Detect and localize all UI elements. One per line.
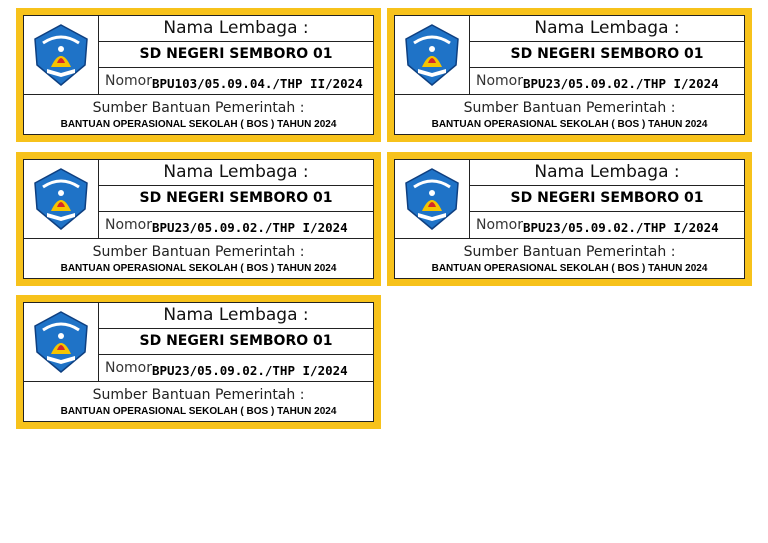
- number-label: Nomor: [476, 217, 523, 233]
- tut-wuri-handayani-logo-icon: [400, 23, 464, 87]
- logo-cell: [24, 160, 99, 238]
- number-value: BPU23/05.09.02./THP I/2024: [152, 362, 348, 378]
- label-info: [99, 160, 373, 238]
- institution-title: Nama Lembaga :: [99, 160, 373, 186]
- label-info: [470, 160, 744, 238]
- number-value: BPU23/05.09.02./THP I/2024: [523, 75, 719, 91]
- label-header: [395, 160, 744, 239]
- institution-title: Nama Lembaga :: [470, 160, 744, 186]
- source-value: BANTUAN OPERASIONAL SEKOLAH ( BOS ) TAHUN 2024: [431, 118, 708, 130]
- number-value: BPU103/05.09.04./THP II/2024: [152, 75, 363, 91]
- source-label: Sumber Bantuan Pemerintah :: [92, 386, 305, 403]
- source-label: Sumber Bantuan Pemerintah :: [92, 99, 305, 116]
- school-name: SD NEGERI SEMBORO 01: [99, 186, 373, 212]
- label-footer: [24, 95, 373, 134]
- asset-label-2: [387, 8, 752, 142]
- institution-title: Nama Lembaga :: [99, 303, 373, 329]
- number-row: [99, 68, 373, 94]
- school-name: SD NEGERI SEMBORO 01: [470, 186, 744, 212]
- institution-title: Nama Lembaga :: [99, 16, 373, 42]
- number-label: Nomor: [105, 217, 152, 233]
- source-label: Sumber Bantuan Pemerintah :: [463, 99, 676, 116]
- number-row: [470, 68, 744, 94]
- number-value: BPU23/05.09.02./THP I/2024: [523, 219, 719, 235]
- label-body: [23, 15, 374, 135]
- tut-wuri-handayani-logo-icon: [400, 167, 464, 231]
- label-footer: [395, 95, 744, 134]
- label-info: [99, 16, 373, 94]
- label-header: [395, 16, 744, 95]
- label-body: [394, 159, 745, 279]
- label-header: [24, 16, 373, 95]
- logo-cell: [24, 16, 99, 94]
- source-value: BANTUAN OPERASIONAL SEKOLAH ( BOS ) TAHUN 2024: [60, 262, 337, 274]
- asset-label-5: [16, 295, 381, 429]
- number-label: Nomor: [105, 360, 152, 376]
- label-header: [24, 303, 373, 382]
- source-value: BANTUAN OPERASIONAL SEKOLAH ( BOS ) TAHUN 2024: [431, 262, 708, 274]
- label-body: [394, 15, 745, 135]
- tut-wuri-handayani-logo-icon: [29, 23, 93, 87]
- tut-wuri-handayani-logo-icon: [29, 310, 93, 374]
- number-label: Nomor: [476, 73, 523, 89]
- source-value: BANTUAN OPERASIONAL SEKOLAH ( BOS ) TAHUN 2024: [60, 405, 337, 417]
- asset-label-4: [387, 152, 752, 286]
- school-name: SD NEGERI SEMBORO 01: [99, 329, 373, 355]
- label-info: [470, 16, 744, 94]
- asset-label-3: [16, 152, 381, 286]
- label-header: [24, 160, 373, 239]
- asset-label-1: [16, 8, 381, 142]
- school-name: SD NEGERI SEMBORO 01: [470, 42, 744, 68]
- source-label: Sumber Bantuan Pemerintah :: [92, 243, 305, 260]
- source-label: Sumber Bantuan Pemerintah :: [463, 243, 676, 260]
- label-footer: [24, 239, 373, 278]
- logo-cell: [24, 303, 99, 381]
- label-footer: [395, 239, 744, 278]
- number-value: BPU23/05.09.02./THP I/2024: [152, 219, 348, 235]
- label-body: [23, 159, 374, 279]
- institution-title: Nama Lembaga :: [470, 16, 744, 42]
- number-row: [99, 212, 373, 238]
- number-label: Nomor: [105, 73, 152, 89]
- number-row: [99, 355, 373, 381]
- school-name: SD NEGERI SEMBORO 01: [99, 42, 373, 68]
- label-body: [23, 302, 374, 422]
- tut-wuri-handayani-logo-icon: [29, 167, 93, 231]
- logo-cell: [395, 16, 470, 94]
- logo-cell: [395, 160, 470, 238]
- label-info: [99, 303, 373, 381]
- number-row: [470, 212, 744, 238]
- source-value: BANTUAN OPERASIONAL SEKOLAH ( BOS ) TAHUN 2024: [60, 118, 337, 130]
- label-footer: [24, 382, 373, 421]
